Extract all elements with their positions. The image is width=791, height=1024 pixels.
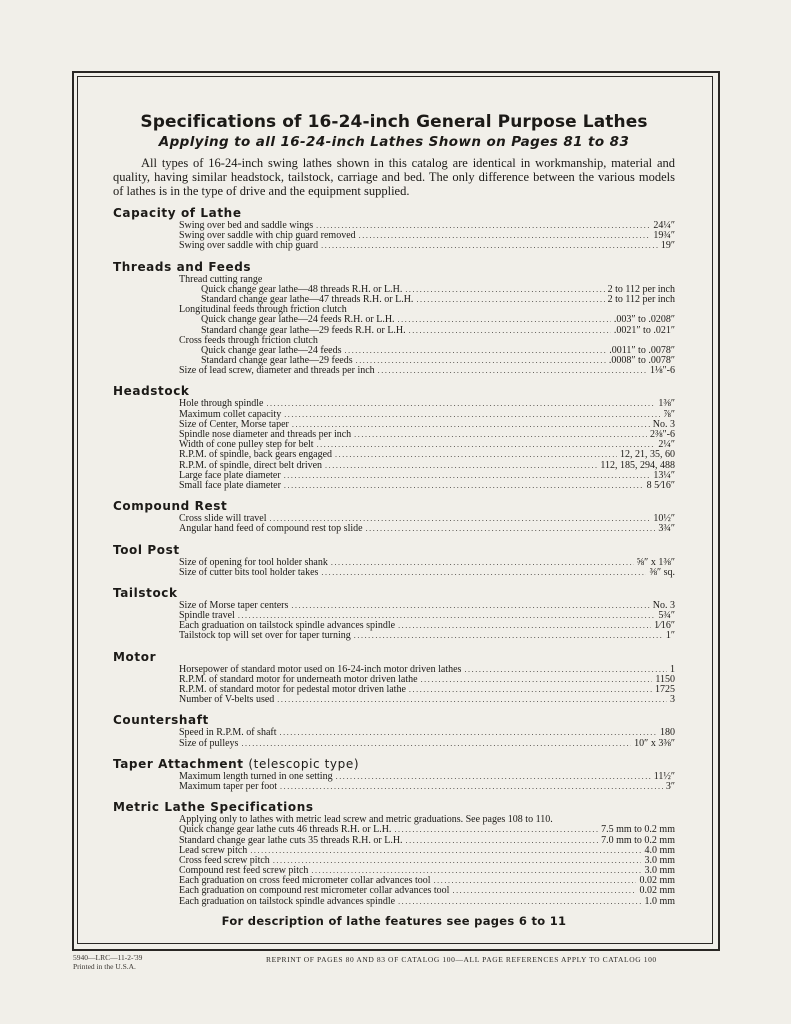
spec-label: Hole through spindle: [179, 398, 264, 410]
spec-value: 0.02 mm: [639, 885, 675, 897]
reprint-note: REPRINT OF PAGES 80 AND 83 OF CATALOG 100—ALL PAGE REFERENCES APPLY TO CATALOG 100: [266, 955, 657, 964]
spec-label: Small face plate diameter: [179, 479, 281, 491]
spec-value: 2 to 112 per inch: [607, 283, 675, 295]
leader-dots: [354, 631, 663, 641]
spec-value: 2¼″: [658, 439, 675, 451]
leader-dots: [284, 471, 651, 481]
spec-label: Quick change gear lathe cuts 46 threads R.H. or L.H.: [179, 824, 392, 836]
leader-dots: [356, 356, 606, 366]
spec-value: 10″ x 3⅜″: [634, 737, 675, 749]
spec-label: Standard change gear lathe—29 feeds R.H. or L.H.: [201, 324, 406, 336]
leader-dots: [250, 846, 641, 856]
section-headstock: [113, 383, 675, 491]
spec-value: 1⅛″-6: [650, 365, 675, 377]
section-heading-text: Taper Attachment: [113, 756, 244, 771]
leader-dots: [316, 221, 650, 231]
spec-value: 3.0 mm: [644, 854, 675, 866]
spec-row: [113, 568, 675, 578]
spec-label: R.P.M. of spindle, direct belt driven: [179, 459, 323, 471]
spec-label: Size of pulleys: [179, 737, 239, 749]
leader-dots: [241, 739, 631, 749]
leader-dots: [406, 836, 599, 846]
leader-dots: [317, 440, 656, 450]
spec-value: 1150: [655, 673, 675, 685]
spec-label: Quick change gear lathe—48 threads R.H. or L.H.: [201, 283, 403, 295]
spec-row: [113, 631, 675, 641]
spec-label: Size of cutter bits tool holder takes: [179, 566, 319, 578]
spec-row: [113, 897, 675, 907]
leader-dots: [284, 481, 644, 491]
leader-dots: [398, 315, 611, 325]
spec-label: Quick change gear lathe—24 feeds R.H. or L.H.: [201, 314, 395, 326]
section-countershaft: [113, 712, 675, 748]
leader-dots: [416, 295, 604, 305]
spec-row: [113, 315, 675, 325]
spec-value: 2 to 112 per inch: [607, 293, 675, 305]
spec-value: 3″: [665, 780, 675, 792]
leader-dots: [394, 825, 598, 835]
spec-label: Size of Center, Morse taper: [179, 418, 289, 430]
spec-value: 0.02 mm: [639, 875, 675, 887]
spec-value: 180: [660, 727, 675, 739]
spec-value: 7.0 mm to 0.2 mm: [601, 834, 675, 846]
leader-dots: [359, 231, 651, 241]
leader-dots: [452, 886, 636, 896]
spec-label: Standard change gear lathe—47 threads R.H. or L.H.: [201, 293, 414, 305]
spec-label: Maximum collet capacity: [179, 408, 282, 420]
spec-subheading: Cross feeds through friction clutch: [179, 334, 318, 346]
spec-value: 4.0 mm: [644, 844, 675, 856]
print-code: 5940—LRC—11-2-'39: [73, 953, 143, 962]
spec-value: .0011″ to .0078″: [609, 344, 675, 356]
leader-dots: [280, 782, 663, 792]
spec-value: 3¾″: [658, 523, 675, 535]
leader-dots: [378, 366, 647, 376]
spec-value: 19¾″: [653, 230, 675, 242]
page-title: Specifications of 16-24-inch General Purpose Lathes: [140, 112, 648, 132]
section-compound-rest: [113, 498, 675, 534]
spec-label: Each graduation on compound rest micrometer collar advances tool: [179, 885, 450, 897]
spec-row: [113, 695, 675, 705]
leader-dots: [277, 695, 667, 705]
leader-dots: [321, 568, 646, 578]
spec-value: 1⅜″: [658, 398, 675, 410]
section-heading: Motor: [113, 649, 157, 664]
leader-dots: [331, 558, 634, 568]
spec-value: 112, 185, 294, 488: [600, 459, 675, 471]
section-tailstock: [113, 585, 675, 642]
spec-note: Applying only to lathes with metric lead screw and metric graduations. See pages 108 to 110.: [179, 814, 553, 826]
section-heading: Threads and Feeds: [113, 259, 252, 274]
section-heading: Capacity of Lathe: [113, 206, 242, 220]
spec-value: 13¼″: [653, 469, 675, 481]
leader-dots: [409, 685, 652, 695]
spec-value: No. 3: [652, 418, 675, 430]
spec-value: ⅜″ sq.: [649, 566, 675, 578]
spec-label: Standard change gear lathe—29 feeds: [201, 355, 353, 367]
leader-dots: [434, 876, 637, 886]
section-heading-note: (telescopic type): [248, 756, 360, 771]
spec-value: 3.0 mm: [644, 865, 675, 877]
spec-row: [113, 739, 675, 749]
leader-dots: [321, 241, 658, 251]
section-metric: [113, 799, 675, 907]
spec-row: [113, 366, 675, 376]
leader-dots: [291, 601, 649, 611]
spec-label: Large face plate diameter: [179, 469, 281, 481]
leader-dots: [421, 675, 653, 685]
spec-value: 1″: [665, 630, 675, 642]
spec-row: [113, 825, 675, 835]
spec-value: 19″: [660, 240, 675, 252]
section-taper-attachment: [113, 756, 675, 792]
spec-label: R.P.M. of standard motor for pedestal motor driven lathe: [179, 684, 406, 695]
spec-label: Width of cone pulley step for belt: [179, 439, 314, 451]
spec-label: Swing over bed and saddle wings: [179, 220, 314, 231]
spec-subheading: Thread cutting range: [179, 273, 263, 285]
leader-dots: [280, 728, 658, 738]
section-tool-post: [113, 542, 675, 578]
spec-label: Standard change gear lathe cuts 35 threads R.H. or L.H.: [179, 834, 403, 846]
spec-label: Angular hand feed of compound rest top slide: [179, 523, 363, 535]
section-heading: Metric Lathe Specifications: [113, 800, 314, 815]
spec-row: [113, 346, 675, 356]
spec-label: Spindle travel: [179, 610, 235, 622]
spec-row: [113, 481, 675, 491]
spec-label: Maximum length turned in one setting: [179, 770, 333, 782]
spec-label: Speed in R.P.M. of shaft: [179, 727, 277, 739]
leader-dots: [345, 346, 607, 356]
spec-value: 8 5⁄16″: [646, 479, 675, 491]
spec-value: ⅞″: [663, 408, 675, 420]
leader-dots: [325, 461, 597, 471]
spec-label: Horsepower of standard motor used on 16-24-inch motor driven lathes: [179, 663, 462, 675]
section-heading: [113, 756, 675, 772]
spec-label: R.P.M. of standard motor for underneath motor driven lathe: [179, 673, 418, 685]
spec-value: 5¾″: [658, 610, 675, 622]
spec-value: 3: [670, 694, 675, 706]
leader-dots: [405, 285, 604, 295]
spec-label: Quick change gear lathe—24 feeds: [201, 344, 342, 356]
spec-label: Size of Morse taper centers: [179, 599, 289, 611]
section-heading: Tool Post: [113, 542, 180, 557]
section-heading: Headstock: [113, 384, 190, 399]
spec-label: Size of lead screw, diameter and threads per inch: [179, 365, 375, 377]
spec-value: 1: [670, 663, 675, 675]
spec-label: Number of V-belts used: [179, 694, 275, 706]
spec-row: [113, 524, 675, 534]
spec-label: Each graduation on cross feed micrometer collar advances tool: [179, 875, 431, 887]
spec-value: 1⁄16″: [654, 620, 675, 632]
spec-value: 7.5 mm to 0.2 mm: [601, 824, 675, 836]
leader-dots: [354, 430, 647, 440]
section-heading: Compound Rest: [113, 499, 228, 514]
leader-dots: [409, 326, 611, 336]
spec-value: 1725: [655, 684, 675, 695]
spec-label: Maximum taper per foot: [179, 780, 278, 792]
leader-dots: [398, 621, 651, 631]
spec-label: Cross feed screw pitch: [179, 854, 270, 866]
print-code-block: [73, 953, 142, 971]
spec-sheet: [113, 111, 675, 928]
spec-label: Swing over saddle with chip guard: [179, 240, 319, 252]
leader-dots: [266, 399, 655, 409]
spec-label: Swing over saddle with chip guard removed: [179, 230, 356, 242]
leader-dots: [464, 665, 667, 675]
leader-dots: [284, 410, 660, 420]
page-subtitle: Applying to all 16-24-inch Lathes Shown on Pages 81 to 83: [158, 134, 630, 150]
spec-label: Each graduation on tailstock spindle advances spindle: [179, 895, 396, 907]
spec-value: 12, 21, 35, 60: [620, 449, 675, 461]
spec-label: Lead screw pitch: [179, 844, 248, 856]
leader-dots: [398, 897, 641, 907]
section-heading: Countershaft: [113, 713, 209, 728]
spec-label: Size of opening for tool holder shank: [179, 556, 328, 568]
leader-dots: [335, 450, 617, 460]
spec-label: Cross slide will travel: [179, 513, 267, 525]
leader-dots: [336, 772, 651, 782]
spec-value: .003″ to .0208″: [613, 314, 675, 326]
spec-label: Compound rest feed screw pitch: [179, 865, 309, 877]
leader-dots: [273, 856, 642, 866]
section-capacity: [113, 205, 675, 252]
spec-row: [113, 782, 675, 792]
spec-subheading: Longitudinal feeds through friction clutch: [179, 304, 347, 316]
spec-value: 2⅜″-6: [650, 429, 675, 440]
section-motor: [113, 649, 675, 706]
spec-value: 10½″: [653, 513, 675, 525]
spec-value: 24¼″: [653, 220, 675, 231]
section-threads-feeds: [113, 259, 675, 377]
spec-value: .0021″ to .021″: [613, 324, 675, 336]
spec-row: [113, 241, 675, 251]
spec-label: R.P.M. of spindle, back gears engaged: [179, 449, 333, 461]
printed-in: Printed in the U.S.A.: [73, 962, 136, 971]
section-heading: Tailstock: [113, 585, 178, 600]
spec-label: Each graduation on tailstock spindle advances spindle: [179, 620, 396, 632]
leader-dots: [366, 524, 656, 534]
spec-value: No. 3: [652, 599, 675, 611]
spec-label: Spindle nose diameter and threads per inch: [179, 429, 352, 440]
spec-value: ⅝″ x 1⅜″: [636, 556, 675, 568]
spec-label: Tailstock top will set over for taper turning: [179, 630, 351, 642]
intro-paragraph: All types of 16-24-inch swing lathes shown in this catalog are identical in workmanship, material and quality, having similar headstock, tailstock, carriage and bed. The only difference between the various models of lathes is in the type of drive and the equipment supplied.: [113, 156, 675, 198]
features-reference: For description of lathe features see pages 6 to 11: [221, 913, 567, 928]
spec-value: .0008″ to .0078″: [608, 355, 675, 367]
spec-value: 11½″: [653, 770, 675, 782]
spec-value: 1.0 mm: [644, 895, 675, 907]
